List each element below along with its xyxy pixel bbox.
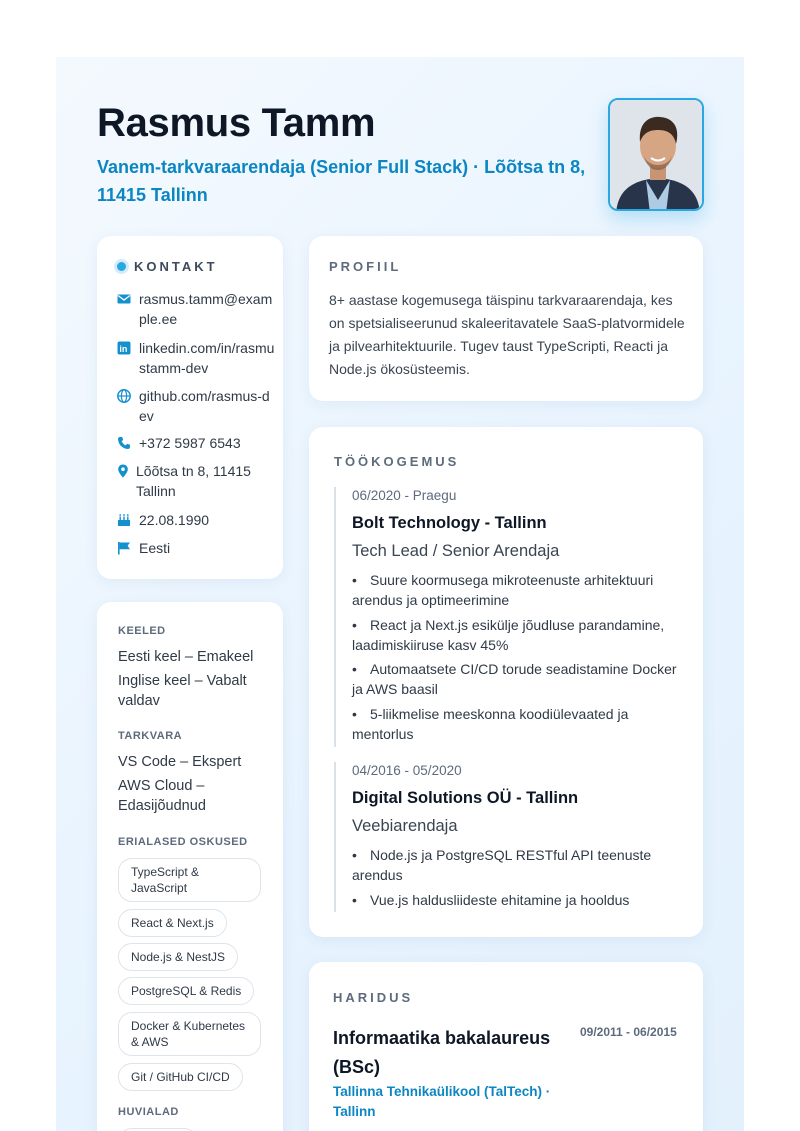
education-title: HARIDUS xyxy=(333,990,414,1005)
skill-chip: Git / GitHub CI/CD xyxy=(118,1063,243,1091)
contact-github-text: github.com/rasmus-dev xyxy=(139,388,270,424)
contact-address-text: Lõõtsa tn 8, 11415 Tallinn xyxy=(136,463,251,499)
profile-card xyxy=(309,236,703,401)
birthday-cake-icon xyxy=(117,513,131,527)
software-title: TARKVARA xyxy=(118,730,183,742)
email-icon xyxy=(117,292,131,306)
job-role: Veebiarendaja xyxy=(352,817,458,835)
skill-chip: Docker & Kubernetes & AWS xyxy=(118,1012,261,1056)
job-company: Bolt Technology - Tallinn xyxy=(352,514,547,532)
flag-icon xyxy=(117,541,131,555)
job-bullet: • Suure koormusega mikroteenuste arhitektuuri arendus ja optimeerimine xyxy=(352,572,654,608)
experience-card xyxy=(309,427,703,937)
profile-photo xyxy=(608,98,704,211)
location-pin-icon xyxy=(116,464,130,478)
profile-title: PROFIIL xyxy=(329,259,402,274)
svg-text:in: in xyxy=(119,344,128,354)
education-card xyxy=(309,962,703,1131)
languages-title: KEELED xyxy=(118,625,166,637)
job-bullets xyxy=(352,570,679,744)
portrait-image xyxy=(610,100,704,211)
skill-chip: React & Next.js xyxy=(118,909,227,937)
software-item: AWS Cloud – Edasijõudnud xyxy=(118,778,206,814)
job-date: 06/2020 - Praegu xyxy=(352,488,457,503)
candidate-headline: Vanem-tarkvaraarendaja (Senior Full Stack) · Lõõtsa tn 8, 11415 Tallinn xyxy=(97,157,586,205)
resume-page xyxy=(56,57,744,1131)
hobbies-title: HUVIALAD xyxy=(118,1106,179,1118)
contact-email-text: rasmus.tamm@example.ee xyxy=(139,291,273,327)
contact-nationality-text: Eesti xyxy=(139,540,171,556)
contact-birthdate-text: 22.08.1990 xyxy=(139,512,210,528)
job-bullet: • Vue.js haldusliideste ehitamine ja hooldus xyxy=(352,891,630,908)
education-school: Tallinna Tehnikaülikool (TalTech) · Tallinn xyxy=(333,1084,551,1119)
skill-chip: PostgreSQL & Redis xyxy=(118,977,254,1005)
professional-skills-title: ERIALASED OSKUSED xyxy=(118,836,248,848)
job-bullet: • Automaatsete CI/CD torude seadistamine Docker ja AWS baasil xyxy=(352,661,677,697)
contact-birthdate xyxy=(117,510,277,530)
section-dot-icon xyxy=(117,262,126,271)
language-item: Eesti keel – Emakeel xyxy=(118,649,254,665)
job-entry xyxy=(334,487,679,747)
contact-email[interactable] xyxy=(117,289,277,329)
contact-linkedin[interactable] xyxy=(117,338,277,378)
education-degree: Informaatika bakalaureus (BSc) xyxy=(333,1028,551,1077)
job-bullets xyxy=(352,845,679,910)
job-bullet: • React ja Next.js esikülje jõudluse parandamine, laadimiskiiruse kasv 45% xyxy=(352,616,665,653)
software-item: VS Code – Ekspert xyxy=(118,754,242,770)
job-bullet: • Node.js ja PostgreSQL RESTful API teenuste arendus xyxy=(352,847,652,883)
skill-chip: TypeScript & JavaScript xyxy=(118,858,261,902)
contact-phone-text: +372 5987 6543 xyxy=(139,435,241,451)
globe-icon xyxy=(117,389,131,403)
linkedin-icon xyxy=(117,341,131,355)
job-role: Tech Lead / Senior Arendaja xyxy=(352,542,560,560)
contact-nationality xyxy=(117,538,277,558)
job-company: Digital Solutions OÜ - Tallinn xyxy=(352,789,579,807)
experience-title: TÖÖKOGEMUS xyxy=(334,454,460,469)
skill-chip: Node.js & NestJS xyxy=(118,943,238,971)
contact-card xyxy=(97,236,283,579)
contact-github[interactable] xyxy=(117,386,277,426)
language-item: Inglise keel – Vabalt valdav xyxy=(118,673,247,709)
contact-phone[interactable] xyxy=(117,433,277,453)
skills-card xyxy=(97,602,283,1131)
job-date: 04/2016 - 05/2020 xyxy=(352,763,462,778)
phone-icon xyxy=(117,436,131,450)
candidate-name: Rasmus Tamm xyxy=(97,101,376,145)
job-entry xyxy=(334,762,679,912)
job-bullet: • 5-liikmelise meeskonna koodiülevaated ja mentorlus xyxy=(352,705,629,742)
contact-linkedin-text: linkedin.com/in/rasmustamm-dev xyxy=(139,340,275,376)
profile-summary: 8+ aastase kogemusega täispinu tarkvaraarendaja, kes on spetsialiseerunud skaleeritavatele SaaS-platvormidele ja pilvearhitektuurile. Tugev taust TypeScripti, Reacti ja Node.js ökosüsteemis. xyxy=(329,292,685,377)
education-date: 09/2011 - 06/2015 xyxy=(580,1025,677,1039)
contact-title: KONTAKT xyxy=(134,259,218,274)
contact-address xyxy=(117,461,277,501)
